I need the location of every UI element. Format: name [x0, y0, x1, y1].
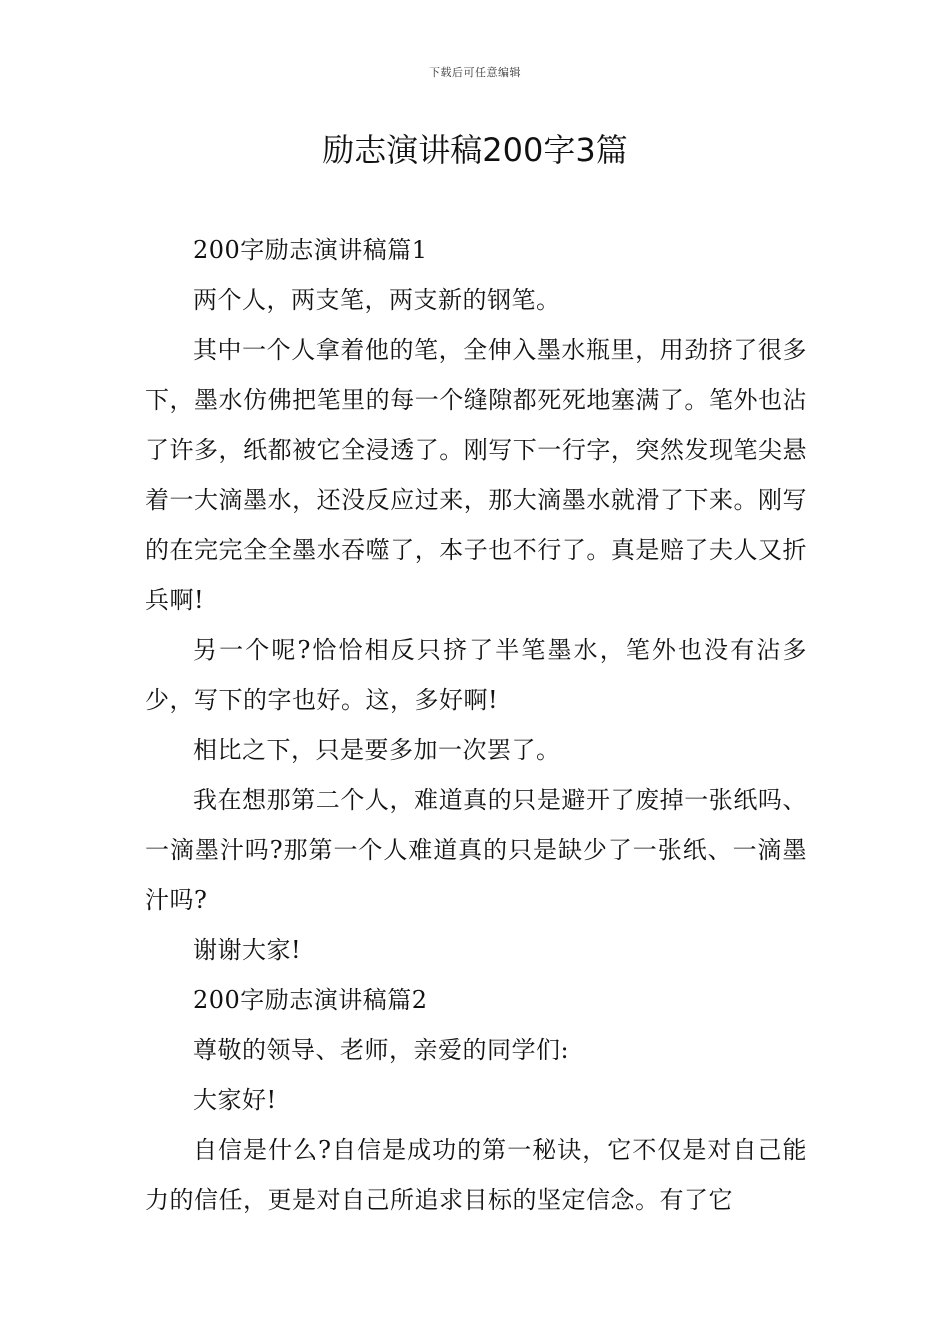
page-header-note: 下载后可任意编辑	[429, 66, 521, 79]
body-paragraph: 另一个呢?恰恰相反只挤了半笔墨水，笔外也没有沾多少，写下的字也好。这，多好啊!	[145, 636, 807, 714]
body-paragraph: 相比之下，只是要多加一次罢了。	[193, 736, 561, 764]
body-paragraph: 其中一个人拿着他的笔，全伸入墨水瓶里，用劲挤了很多下，墨水仿佛把笔里的每一个缝隙都死死地塞满了。笔外也沾了许多，纸都被它全浸透了。刚写下一行字，突然发现笔尖悬着一大滴墨水，还没反应过来，那大滴墨水就滑了下来。刚写的在完完全全墨水吞噬了，本子也不行了。真是赔了夫人又折兵啊!	[145, 336, 807, 614]
section-heading-2: 200字励志演讲稿篇2	[193, 986, 428, 1014]
body-paragraph: 我在想那第二个人，难道真的只是避开了废掉一张纸吗、一滴墨汁吗?那第一个人难道真的只是缺少了一张纸、一滴墨汁吗?	[145, 786, 807, 914]
body-paragraph: 两个人，两支笔，两支新的钢笔。	[193, 286, 561, 314]
document-title: 励志演讲稿200字3篇	[322, 131, 628, 169]
section-heading-1: 200字励志演讲稿篇1	[193, 236, 428, 264]
body-paragraph: 自信是什么?自信是成功的第一秘诀，它不仅是对自己能力的信任，更是对自己所追求目标的坚定信念。有了它	[145, 1136, 807, 1214]
document-body	[145, 225, 807, 1225]
greeting: 大家好!	[193, 1086, 277, 1114]
body-paragraph: 谢谢大家!	[193, 936, 302, 964]
salutation: 尊敬的领导、老师，亲爱的同学们:	[193, 1036, 570, 1064]
